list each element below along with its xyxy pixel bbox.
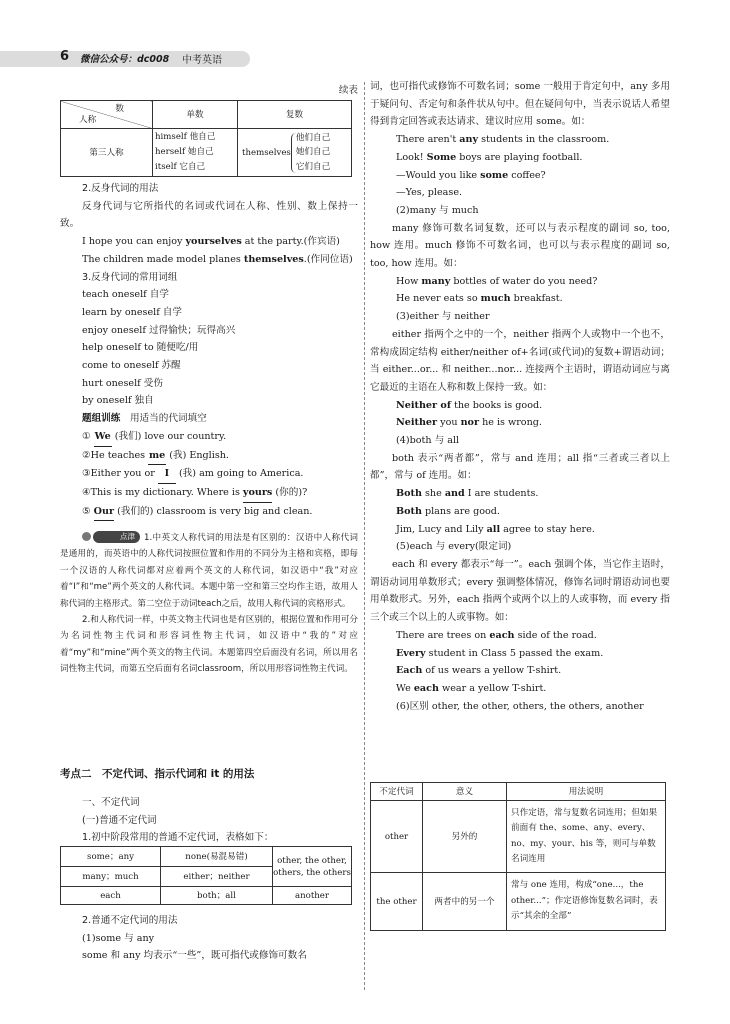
example-sentence: Neither of the books is good. [396, 399, 543, 411]
paragraph: either 指两个之中的一个，neither 指两个人或物中一个也不，常构成固定结构 either/neither of+名词(或代词)的复数+谓语动词；当 either...or... 和 neither...nor... 连接两个主语时，谓语动词应与离它最近的主语在人称和数上保持一致。如： [370, 328, 670, 393]
drill-answer: me [148, 447, 166, 466]
subitem-heading: (1)some 与 any [82, 932, 155, 944]
cell: the other [371, 873, 423, 931]
phrase-item: by oneself 独自 [82, 395, 154, 407]
paragraph: 反身代词与它所指代的名词或代词在人称、性别、数上保持一致。 [60, 200, 358, 230]
cell: another [273, 887, 352, 905]
drill-item: ②He teaches me (我) English. [60, 447, 358, 466]
section-heading: 一、不定代词 [82, 797, 140, 808]
phrase-item: learn by oneself 自学 [82, 306, 182, 318]
paragraph: some 和 any 均表示“一些”，既可指代或修饰可数名 [82, 950, 307, 962]
drill-item: ⑤ Our (我们的) classroom is very big and clean. [60, 503, 358, 522]
reflexive-table [60, 100, 352, 177]
subitem-heading: (2)many 与 much [396, 204, 479, 216]
drill-item: ③Either you or I (我) am going to America. [60, 465, 358, 484]
indefinite-table [60, 846, 352, 905]
example-sentence: How many bottles of water do you need? [396, 275, 598, 287]
continued-label: 续表 [338, 85, 358, 96]
cell: 常与 one 连用，构成“one...，the other...”；作定语修饰复数名词时，表示“其余的全部” [507, 873, 666, 931]
example-sentence: There are trees on each side of the road. [396, 629, 597, 641]
row-third-person: 第三人称 [61, 129, 153, 177]
example-sentence: Both she and I are students. [396, 488, 539, 500]
cell: some；any [61, 847, 161, 867]
example-sentence: The children made model planes themselves.(作同位语) [82, 253, 353, 265]
subitem-heading: (4)both 与 all [396, 435, 460, 447]
cell: both；all [161, 887, 273, 905]
header-cell: 不定代词 [371, 783, 423, 801]
drill-answer: yours [243, 484, 272, 503]
drill-answer: We [94, 428, 112, 447]
corner-bottom: 人称 [79, 115, 97, 125]
example-sentence: There aren't any students in the classroom. [396, 134, 610, 146]
header-cell: 意义 [423, 783, 507, 801]
table-corner-cell [61, 101, 153, 129]
note-badge: 点津 [93, 531, 140, 543]
phrase-item: help oneself to 随便吃/用 [82, 342, 199, 354]
plural-cell [238, 129, 352, 177]
drill-answer: Our [94, 503, 114, 522]
example-sentence: Look! Some boys are playing football. [396, 151, 583, 163]
example-sentence: —Would you like some coffee? [396, 169, 546, 181]
cell: other, the other, others, the others [273, 847, 352, 887]
example-sentence: Both plans are good. [396, 505, 500, 517]
plural-meaning-2: 她们自己 [295, 147, 331, 158]
corner-top: 数 [115, 104, 124, 114]
paragraph: both 表示“两者都”，常与 and 连用；all 指“三者或三者以上都”，常与 of 连用。如： [370, 452, 670, 482]
cell: other [371, 801, 423, 873]
phrase-item: enjoy oneself 过得愉快；玩得高兴 [82, 324, 236, 336]
phrase-item: teach oneself 自学 [82, 289, 169, 301]
paragraph: 词，也可指代或修饰不可数名词；some 一般用于肯定句中，any 多用于疑问句、否定句和条件状从句中。但在疑问句中，当表示说话人希望得到肯定回答或表达请求、建议时应用 some。如： [370, 81, 670, 128]
subject-title: 中考英语 [182, 55, 222, 66]
col-plural: 复数 [238, 101, 352, 129]
header-cell: 用法说明 [507, 783, 666, 801]
plural-meanings [296, 131, 330, 175]
plural-word: themselves [242, 147, 291, 158]
subsection-heading: (一)普通不定代词 [82, 814, 157, 826]
tip-note [60, 530, 358, 678]
singular-itself: itself 它自己 [155, 162, 206, 172]
example-sentence: —Yes, please. [396, 187, 463, 199]
phrase-item: come to oneself 苏醒 [82, 360, 181, 372]
page-number: 6 [60, 49, 70, 64]
example-sentence: Jim, Lucy and Lily all agree to stay here. [396, 523, 595, 535]
wechat-account: 微信公众号：dc008 [80, 54, 170, 65]
item-heading: 2.普通不定代词的用法 [82, 915, 178, 926]
drill-heading: 题组训练 用适当的代词填空 [82, 413, 207, 425]
page-header [0, 48, 730, 70]
example-sentence: Every student in Class 5 passed the exam. [396, 647, 604, 659]
indefinite-usage [60, 912, 358, 965]
reflexive-usage [60, 180, 358, 521]
cell: either；neither [161, 867, 273, 887]
singular-himself: himself 他自己 [155, 132, 216, 142]
plural-meaning-3: 它们自己 [295, 161, 331, 172]
key-point-title: 考点二 不定代词、指示代词和 it 的用法 [60, 768, 255, 780]
singular-cell [153, 129, 238, 177]
note-paragraph-2: 2.和人称代词一样，中英文物主代词也是有区别的，根据位置和作用可分为名词性物主代词和形容词性物主代词，如汉语中“我的”对应着“my”和“mine”两个英文的物主代词。本题第四空后面没有名词，所以用名词性物主代词，而第五空后面有名词classroom，所以用形容词性物主代词。 [60, 615, 358, 675]
example-sentence: Neither you nor he is wrong. [396, 417, 542, 429]
other-table [370, 782, 666, 931]
subitem-heading: (3)either 与 neither [396, 311, 490, 323]
cell: none(易混易错) [161, 847, 273, 867]
example-sentence: I hope you can enjoy yourselves at the party.(作宾语) [82, 236, 340, 248]
phrase-item: hurt oneself 受伤 [82, 377, 163, 389]
drill-item: ④This is my dictionary. Where is yours (你的)? [60, 484, 358, 503]
example-sentence: Each of us wears a yellow T-shirt. [396, 665, 562, 677]
section-title: 2.反身代词的用法 [82, 183, 159, 194]
plural-meaning-1: 他们自己 [295, 132, 331, 143]
column-divider [364, 82, 365, 990]
pencil-icon [82, 532, 91, 541]
cell: 只作定语，常与复数名词连用；但如果前面有 the、some、any、every、no、my、your、his 等，则可与单数名词连用 [507, 801, 666, 873]
example-sentence: We each wear a yellow T-shirt. [396, 682, 547, 694]
indefinite-section [60, 794, 358, 847]
note-paragraph-1: 点津 1.中英文人称代词的用法是有区别的：汉语中人称代词是通用的，而英语中的人称代词按照位置和作用的不同分为主格和宾格，即每一个汉语的人称代词都对应着两个英文的人称代词，如汉语中“我”对应着“I”和“me”两个英文的人称代词。本题中第一空和第三空均作主语，故用人称代词的主格形式。第二空位于动词teach之后，故用人称代词的宾格形式。 [60, 532, 358, 609]
cell: 另外的 [423, 801, 507, 873]
example-sentence: He never eats so much breakfast. [396, 293, 563, 305]
subitem-heading: (5)each 与 every(限定词) [396, 541, 512, 553]
cell: many；much [61, 867, 161, 887]
key-point-2 [60, 766, 358, 784]
item-heading: 1.初中阶段常用的普通不定代词，表格如下： [82, 832, 274, 844]
section-title: 3.反身代词的常用词组 [82, 271, 178, 283]
paragraph: many 修饰可数名词复数，还可以与表示程度的副词 so, too, how 连用。much 修饰不可数名词，也可以与表示程度的副词 so, too, how 连用。如： [370, 222, 670, 270]
cell: each [61, 887, 161, 905]
paragraph: each 和 every 都表示“每一”。each 强调个体，当它作主语时，谓语动词用单数形式；every 强调整体情况，修饰名词时谓语动词也要用单数形式。另外，each 指两个或两个以上的人或事物，而 every 指三个或三个以上的人或事物。如： [370, 558, 670, 624]
singular-herself: herself 她自己 [155, 147, 214, 157]
drill-item: ① We (我们) love our country. [60, 428, 358, 447]
right-content [370, 78, 670, 715]
subitem-heading: (6)区别 other, the other, others, the others, another [396, 700, 644, 712]
col-singular: 单数 [153, 101, 238, 129]
drill-answer: I [158, 465, 176, 484]
cell: 两者中的另一个 [423, 873, 507, 931]
